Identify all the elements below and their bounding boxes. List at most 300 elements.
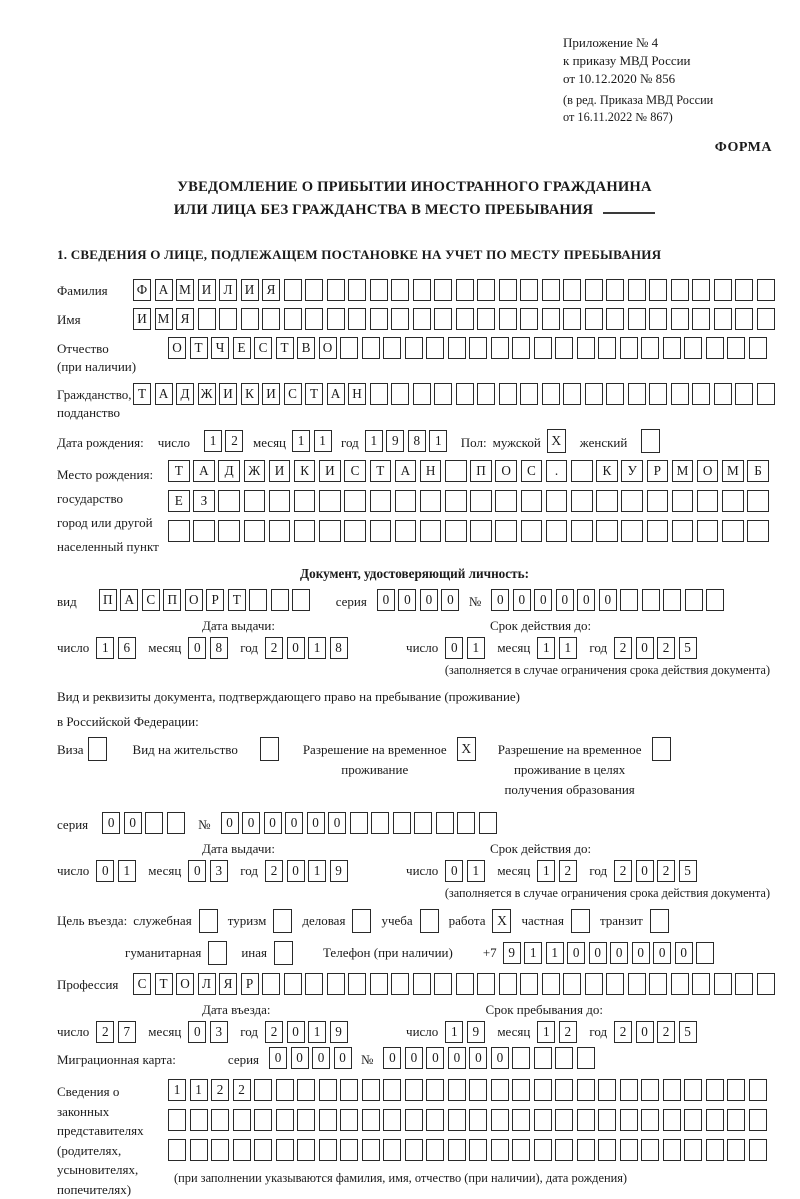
form-cell[interactable]: 0 (242, 812, 260, 834)
form-cell[interactable] (413, 973, 431, 995)
form-cell[interactable] (211, 1139, 229, 1161)
form-cell[interactable] (362, 1079, 380, 1101)
form-cell[interactable] (190, 1139, 208, 1161)
form-cell[interactable]: 8 (330, 637, 348, 659)
form-cell[interactable]: 0 (398, 589, 416, 611)
form-cell[interactable] (671, 383, 689, 405)
form-cell[interactable] (395, 490, 417, 512)
form-cell[interactable] (684, 1079, 702, 1101)
form-cell[interactable] (714, 279, 732, 301)
form-cell[interactable]: А (327, 383, 345, 405)
form-cell[interactable]: И (133, 308, 151, 330)
form-cell[interactable] (697, 490, 719, 512)
form-cell[interactable] (254, 1109, 272, 1131)
form-cell[interactable] (391, 279, 409, 301)
form-cell[interactable]: И (262, 383, 280, 405)
form-cell[interactable] (362, 1139, 380, 1161)
form-cell[interactable] (692, 279, 710, 301)
form-cell[interactable]: Ч (211, 337, 229, 359)
form-cell[interactable]: 0 (599, 589, 617, 611)
form-cell[interactable] (714, 308, 732, 330)
form-cell[interactable] (606, 383, 624, 405)
form-cell[interactable] (344, 490, 366, 512)
form-cell[interactable]: Д (218, 460, 240, 482)
form-cell[interactable]: Т (155, 973, 173, 995)
form-cell[interactable] (294, 490, 316, 512)
form-cell[interactable] (512, 1109, 530, 1131)
form-cell[interactable] (383, 1109, 401, 1131)
form-cell[interactable] (190, 1109, 208, 1131)
form-cell[interactable]: 1 (445, 1021, 463, 1043)
form-cell[interactable] (727, 1079, 745, 1101)
checkbox-official[interactable] (199, 909, 218, 933)
form-cell[interactable]: С (133, 973, 151, 995)
form-cell[interactable]: 0 (426, 1047, 444, 1069)
form-cell[interactable]: Я (176, 308, 194, 330)
form-cell[interactable]: А (395, 460, 417, 482)
form-cell[interactable]: Я (219, 973, 237, 995)
form-cell[interactable] (499, 279, 517, 301)
form-cell[interactable] (327, 279, 345, 301)
form-cell[interactable]: 0 (567, 942, 585, 964)
checkbox-humanitarian[interactable] (208, 941, 227, 965)
form-cell[interactable]: 0 (405, 1047, 423, 1069)
form-cell[interactable] (370, 279, 388, 301)
form-cell[interactable] (649, 308, 667, 330)
form-cell[interactable] (520, 279, 538, 301)
form-cell[interactable]: Р (647, 460, 669, 482)
form-cell[interactable] (757, 308, 775, 330)
form-cell[interactable] (596, 520, 618, 542)
form-cell[interactable] (499, 973, 517, 995)
form-cell[interactable] (577, 1079, 595, 1101)
form-cell[interactable]: 2 (657, 860, 675, 882)
form-cell[interactable] (757, 383, 775, 405)
form-cell[interactable] (706, 1139, 724, 1161)
form-cell[interactable] (727, 1139, 745, 1161)
form-cell[interactable]: П (470, 460, 492, 482)
form-cell[interactable]: З (193, 490, 215, 512)
form-cell[interactable]: С (254, 337, 272, 359)
form-cell[interactable]: 1 (118, 860, 136, 882)
form-cell[interactable] (168, 1109, 186, 1131)
form-cell[interactable] (598, 1139, 616, 1161)
form-cell[interactable] (244, 520, 266, 542)
form-cell[interactable]: 1 (467, 860, 485, 882)
form-cell[interactable] (348, 308, 366, 330)
form-cell[interactable]: 5 (679, 1021, 697, 1043)
form-cell[interactable] (706, 337, 724, 359)
form-cell[interactable] (749, 1079, 767, 1101)
form-cell[interactable] (254, 1079, 272, 1101)
form-cell[interactable] (241, 308, 259, 330)
form-cell[interactable] (193, 520, 215, 542)
form-cell[interactable] (168, 1139, 186, 1161)
checkbox-male[interactable]: X (547, 429, 566, 453)
form-cell[interactable]: Е (233, 337, 251, 359)
form-cell[interactable] (585, 973, 603, 995)
form-cell[interactable] (491, 1079, 509, 1101)
form-cell[interactable]: 0 (285, 812, 303, 834)
form-cell[interactable] (749, 1109, 767, 1131)
form-cell[interactable]: Е (168, 490, 190, 512)
form-cell[interactable]: Б (747, 460, 769, 482)
form-cell[interactable]: И (319, 460, 341, 482)
form-cell[interactable] (319, 1079, 337, 1101)
form-cell[interactable]: П (99, 589, 117, 611)
checkbox-tourism[interactable] (273, 909, 292, 933)
form-cell[interactable] (319, 520, 341, 542)
form-cell[interactable] (405, 337, 423, 359)
form-cell[interactable]: 0 (610, 942, 628, 964)
form-cell[interactable]: 1 (537, 1021, 555, 1043)
form-cell[interactable] (426, 1139, 444, 1161)
form-cell[interactable] (448, 337, 466, 359)
form-cell[interactable]: 0 (445, 860, 463, 882)
form-cell[interactable] (469, 1079, 487, 1101)
form-cell[interactable]: М (176, 279, 194, 301)
form-cell[interactable]: У (621, 460, 643, 482)
form-cell[interactable]: М (672, 460, 694, 482)
form-cell[interactable] (577, 1109, 595, 1131)
form-cell[interactable]: 1 (365, 430, 383, 452)
form-cell[interactable]: 0 (269, 1047, 287, 1069)
form-cell[interactable]: Я (262, 279, 280, 301)
form-cell[interactable] (405, 1109, 423, 1131)
form-cell[interactable] (434, 973, 452, 995)
form-cell[interactable]: 9 (467, 1021, 485, 1043)
form-cell[interactable] (620, 1079, 638, 1101)
form-cell[interactable] (305, 973, 323, 995)
form-cell[interactable] (262, 308, 280, 330)
form-cell[interactable] (512, 337, 530, 359)
form-cell[interactable] (426, 1079, 444, 1101)
form-cell[interactable]: Ж (198, 383, 216, 405)
form-cell[interactable] (348, 279, 366, 301)
form-cell[interactable] (663, 1109, 681, 1131)
form-cell[interactable] (198, 308, 216, 330)
form-cell[interactable] (555, 1079, 573, 1101)
form-cell[interactable] (722, 490, 744, 512)
form-cell[interactable] (512, 1079, 530, 1101)
form-cell[interactable] (469, 337, 487, 359)
form-cell[interactable]: 0 (96, 860, 114, 882)
form-cell[interactable] (271, 589, 289, 611)
form-cell[interactable]: 1 (467, 637, 485, 659)
form-cell[interactable] (555, 1139, 573, 1161)
form-cell[interactable] (747, 520, 769, 542)
form-cell[interactable] (294, 520, 316, 542)
form-cell[interactable]: 2 (559, 1021, 577, 1043)
form-cell[interactable] (426, 1109, 444, 1131)
form-cell[interactable]: О (185, 589, 203, 611)
form-cell[interactable]: Д (176, 383, 194, 405)
form-cell[interactable] (641, 337, 659, 359)
form-cell[interactable] (628, 308, 646, 330)
form-cell[interactable] (671, 308, 689, 330)
form-cell[interactable] (692, 308, 710, 330)
form-cell[interactable]: 0 (188, 637, 206, 659)
form-cell[interactable] (727, 337, 745, 359)
form-cell[interactable] (491, 1139, 509, 1161)
form-cell[interactable]: 0 (636, 1021, 654, 1043)
form-cell[interactable] (426, 337, 444, 359)
form-cell[interactable] (521, 520, 543, 542)
form-cell[interactable]: Р (241, 973, 259, 995)
form-cell[interactable] (348, 973, 366, 995)
form-cell[interactable] (577, 337, 595, 359)
form-cell[interactable] (393, 812, 411, 834)
form-cell[interactable]: 2 (233, 1079, 251, 1101)
form-cell[interactable]: 0 (589, 942, 607, 964)
form-cell[interactable] (663, 337, 681, 359)
form-cell[interactable] (692, 973, 710, 995)
form-cell[interactable] (534, 1079, 552, 1101)
form-cell[interactable] (297, 1079, 315, 1101)
form-cell[interactable] (534, 1109, 552, 1131)
form-cell[interactable] (233, 1139, 251, 1161)
form-cell[interactable]: 2 (265, 637, 283, 659)
form-cell[interactable] (319, 1139, 337, 1161)
form-cell[interactable] (340, 1139, 358, 1161)
form-cell[interactable]: 0 (534, 589, 552, 611)
form-cell[interactable]: 5 (679, 637, 697, 659)
form-cell[interactable] (672, 490, 694, 512)
form-cell[interactable] (319, 490, 341, 512)
form-cell[interactable]: Т (228, 589, 246, 611)
form-cell[interactable]: 0 (124, 812, 142, 834)
form-cell[interactable] (663, 1139, 681, 1161)
form-cell[interactable] (671, 973, 689, 995)
form-cell[interactable]: 9 (330, 1021, 348, 1043)
form-cell[interactable] (383, 1079, 401, 1101)
form-cell[interactable] (445, 460, 467, 482)
form-cell[interactable] (735, 279, 753, 301)
form-cell[interactable] (647, 520, 669, 542)
form-cell[interactable]: 2 (614, 860, 632, 882)
form-cell[interactable]: Т (276, 337, 294, 359)
form-cell[interactable]: 1 (524, 942, 542, 964)
form-cell[interactable]: Ж (244, 460, 266, 482)
form-cell[interactable]: 0 (102, 812, 120, 834)
form-cell[interactable]: 0 (383, 1047, 401, 1069)
form-cell[interactable] (757, 279, 775, 301)
form-cell[interactable]: 0 (221, 812, 239, 834)
form-cell[interactable] (491, 1109, 509, 1131)
form-cell[interactable]: И (269, 460, 291, 482)
form-cell[interactable] (749, 337, 767, 359)
form-cell[interactable] (340, 1079, 358, 1101)
form-cell[interactable] (696, 942, 714, 964)
form-cell[interactable]: 3 (210, 1021, 228, 1043)
form-cell[interactable] (596, 490, 618, 512)
form-cell[interactable] (534, 337, 552, 359)
form-cell[interactable]: 1 (559, 637, 577, 659)
checkbox-business[interactable] (352, 909, 371, 933)
form-cell[interactable] (292, 589, 310, 611)
form-cell[interactable] (457, 812, 475, 834)
form-cell[interactable] (319, 1109, 337, 1131)
form-cell[interactable] (370, 973, 388, 995)
form-cell[interactable] (340, 1109, 358, 1131)
form-cell[interactable] (391, 973, 409, 995)
form-cell[interactable] (585, 383, 603, 405)
form-cell[interactable] (672, 520, 694, 542)
form-cell[interactable]: . (546, 460, 568, 482)
form-cell[interactable] (747, 490, 769, 512)
form-cell[interactable] (714, 383, 732, 405)
form-cell[interactable] (620, 1139, 638, 1161)
checkbox-temp-residence-education[interactable] (652, 737, 671, 761)
form-cell[interactable] (276, 1079, 294, 1101)
form-cell[interactable]: 0 (491, 589, 509, 611)
form-cell[interactable]: И (198, 279, 216, 301)
form-cell[interactable]: Т (190, 337, 208, 359)
form-cell[interactable] (563, 308, 581, 330)
form-cell[interactable] (327, 308, 345, 330)
checkbox-other[interactable] (274, 941, 293, 965)
form-cell[interactable] (218, 520, 240, 542)
form-cell[interactable] (218, 490, 240, 512)
form-cell[interactable]: 0 (307, 812, 325, 834)
form-cell[interactable] (620, 337, 638, 359)
form-cell[interactable]: 8 (210, 637, 228, 659)
form-cell[interactable] (168, 520, 190, 542)
form-cell[interactable] (470, 490, 492, 512)
form-cell[interactable] (362, 337, 380, 359)
form-cell[interactable] (413, 308, 431, 330)
form-cell[interactable] (434, 383, 452, 405)
form-cell[interactable]: 0 (328, 812, 346, 834)
form-cell[interactable] (340, 337, 358, 359)
form-cell[interactable] (520, 383, 538, 405)
form-cell[interactable] (628, 973, 646, 995)
form-cell[interactable] (249, 589, 267, 611)
form-cell[interactable]: 0 (653, 942, 671, 964)
form-cell[interactable]: 2 (614, 637, 632, 659)
form-cell[interactable] (542, 973, 560, 995)
checkbox-female[interactable] (641, 429, 660, 453)
form-cell[interactable] (542, 308, 560, 330)
form-cell[interactable] (297, 1139, 315, 1161)
form-cell[interactable]: М (722, 460, 744, 482)
form-cell[interactable] (477, 973, 495, 995)
form-cell[interactable]: 0 (556, 589, 574, 611)
form-cell[interactable]: 8 (408, 430, 426, 452)
form-cell[interactable] (757, 973, 775, 995)
form-cell[interactable] (706, 1109, 724, 1131)
form-cell[interactable]: 0 (513, 589, 531, 611)
checkbox-study[interactable] (420, 909, 439, 933)
form-cell[interactable] (491, 337, 509, 359)
form-cell[interactable] (414, 812, 432, 834)
form-cell[interactable]: С (284, 383, 302, 405)
form-cell[interactable]: Р (206, 589, 224, 611)
form-cell[interactable] (641, 1139, 659, 1161)
form-cell[interactable] (512, 1047, 530, 1069)
form-cell[interactable] (276, 1139, 294, 1161)
form-cell[interactable] (534, 1047, 552, 1069)
form-cell[interactable] (420, 520, 442, 542)
form-cell[interactable]: 1 (537, 637, 555, 659)
form-cell[interactable] (254, 1139, 272, 1161)
form-cell[interactable]: М (155, 308, 173, 330)
form-cell[interactable]: О (495, 460, 517, 482)
form-cell[interactable] (663, 589, 681, 611)
form-cell[interactable] (391, 308, 409, 330)
form-cell[interactable] (555, 1047, 573, 1069)
form-cell[interactable] (671, 279, 689, 301)
form-cell[interactable] (649, 279, 667, 301)
form-cell[interactable]: Н (420, 460, 442, 482)
form-cell[interactable] (749, 1139, 767, 1161)
form-cell[interactable] (684, 1139, 702, 1161)
form-cell[interactable] (563, 973, 581, 995)
form-cell[interactable] (663, 1079, 681, 1101)
form-cell[interactable]: 0 (577, 589, 595, 611)
form-cell[interactable] (269, 520, 291, 542)
form-cell[interactable] (284, 308, 302, 330)
form-cell[interactable]: 1 (292, 430, 310, 452)
form-cell[interactable] (697, 520, 719, 542)
form-cell[interactable] (684, 337, 702, 359)
form-cell[interactable]: А (155, 279, 173, 301)
form-cell[interactable]: 1 (96, 637, 114, 659)
form-cell[interactable]: 2 (614, 1021, 632, 1043)
form-cell[interactable] (571, 460, 593, 482)
form-cell[interactable]: К (294, 460, 316, 482)
form-cell[interactable]: 1 (429, 430, 447, 452)
form-cell[interactable] (641, 1079, 659, 1101)
form-cell[interactable]: А (120, 589, 138, 611)
form-cell[interactable] (395, 520, 417, 542)
form-cell[interactable]: 0 (287, 637, 305, 659)
form-cell[interactable]: Л (219, 279, 237, 301)
form-cell[interactable]: 0 (632, 942, 650, 964)
form-cell[interactable]: 1 (190, 1079, 208, 1101)
form-cell[interactable] (542, 383, 560, 405)
form-cell[interactable]: 5 (679, 860, 697, 882)
form-cell[interactable]: 1 (204, 430, 222, 452)
form-cell[interactable] (727, 1109, 745, 1131)
form-cell[interactable] (456, 973, 474, 995)
form-cell[interactable] (470, 520, 492, 542)
form-cell[interactable] (391, 383, 409, 405)
form-cell[interactable] (620, 1109, 638, 1131)
form-cell[interactable] (495, 490, 517, 512)
form-cell[interactable] (647, 490, 669, 512)
form-cell[interactable] (520, 973, 538, 995)
form-cell[interactable]: 2 (657, 637, 675, 659)
form-cell[interactable] (362, 1109, 380, 1131)
form-cell[interactable] (477, 279, 495, 301)
form-cell[interactable] (649, 973, 667, 995)
form-cell[interactable] (413, 279, 431, 301)
form-cell[interactable] (706, 589, 724, 611)
form-cell[interactable] (571, 520, 593, 542)
form-cell[interactable] (706, 1079, 724, 1101)
form-cell[interactable] (684, 1109, 702, 1131)
form-cell[interactable] (571, 490, 593, 512)
form-cell[interactable] (434, 308, 452, 330)
form-cell[interactable] (370, 490, 392, 512)
form-cell[interactable] (542, 279, 560, 301)
form-cell[interactable] (735, 308, 753, 330)
form-cell[interactable] (628, 279, 646, 301)
form-cell[interactable]: 1 (314, 430, 332, 452)
form-cell[interactable]: 2 (211, 1079, 229, 1101)
form-cell[interactable]: О (697, 460, 719, 482)
